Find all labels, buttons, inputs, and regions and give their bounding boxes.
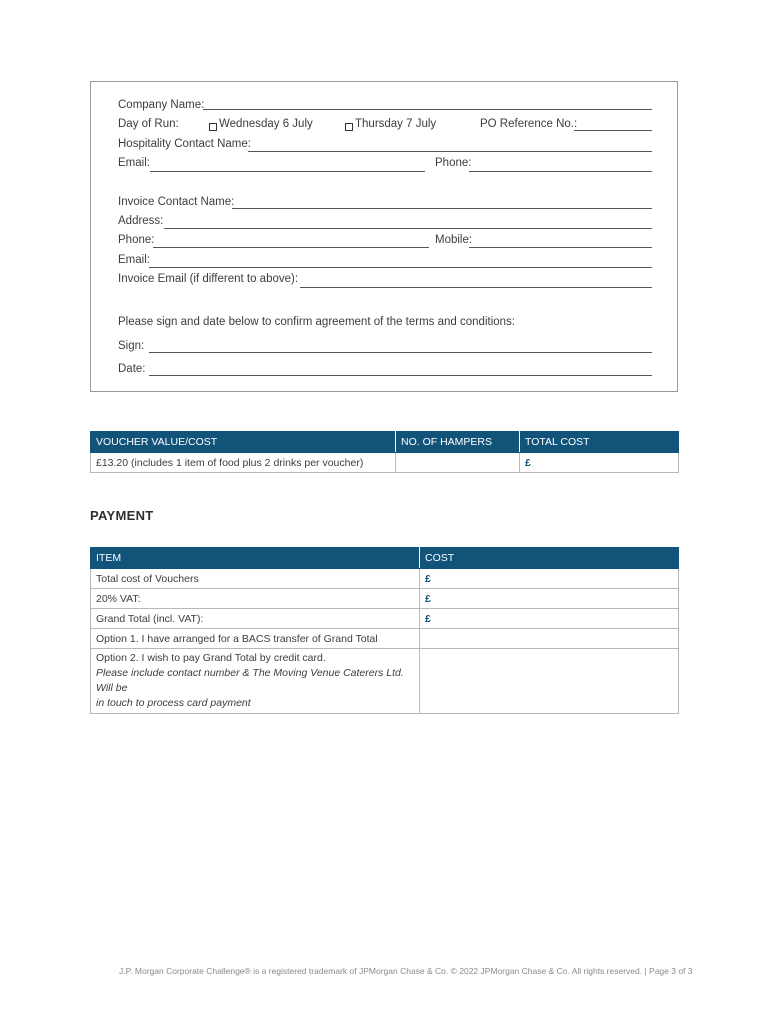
hospitality-contact-field[interactable] [248, 151, 652, 152]
email2-label: Email: [118, 254, 150, 266]
phone2-label: Phone: [118, 234, 155, 246]
item-cell: Option 1. I have arranged for a BACS transfer of Grand Total [91, 629, 420, 649]
company-name-label: Company Name: [118, 99, 205, 111]
page-footer: J.P. Morgan Corporate Challenge® is a registered trademark of JPMorgan Chase & Co. © 2022 JPMorgan Chase & Co. All rights reserved. | Page 3 of 3 [119, 966, 693, 976]
sign-prompt: Please sign and date below to confirm agreement of the terms and conditions: [118, 316, 515, 328]
wednesday-checkbox[interactable] [209, 123, 217, 131]
address-label: Address: [118, 215, 164, 227]
payment-header-row [91, 548, 679, 569]
day-of-run-label: Day of Run: [118, 118, 179, 130]
option2-line1: Option 2. I wish to pay Grand Total by credit card. [96, 652, 326, 664]
date-field[interactable] [149, 375, 652, 376]
email2-field[interactable] [149, 267, 652, 268]
item-cell: Total cost of Vouchers [91, 569, 420, 589]
email-field[interactable] [150, 171, 425, 172]
sign-field[interactable] [149, 352, 652, 353]
item-cell: 20% VAT: [91, 589, 420, 609]
option2-line2: Please include contact number & The Moving Venue Caterers Ltd. Will be [96, 667, 404, 694]
table-row [91, 609, 679, 629]
hampers-cell[interactable] [396, 453, 520, 473]
phone-label: Phone: [435, 157, 472, 169]
table-row [91, 629, 679, 649]
mobile-field[interactable] [469, 247, 652, 248]
cost-cell[interactable]: £ [420, 589, 679, 609]
cost-header: COST [420, 548, 679, 569]
option2-cell [91, 649, 420, 714]
hospitality-contact-label: Hospitality Contact Name: [118, 138, 251, 150]
cost-cell[interactable] [420, 649, 679, 714]
cost-cell[interactable]: £ [420, 609, 679, 629]
sign-label: Sign: [118, 340, 145, 352]
mobile-label: Mobile: [435, 234, 473, 246]
total-cost-cell[interactable]: £ [520, 453, 679, 473]
invoice-contact-label: Invoice Contact Name: [118, 196, 235, 208]
thursday-label: Thursday 7 July [355, 118, 437, 130]
voucher-row [91, 453, 679, 473]
cost-cell[interactable]: £ [420, 569, 679, 589]
voucher-header-row [91, 432, 679, 453]
payment-table [90, 547, 679, 714]
option2-line3: in touch to process card payment [96, 697, 251, 709]
email-label: Email: [118, 157, 150, 169]
item-cell: Grand Total (incl. VAT): [91, 609, 420, 629]
thursday-checkbox[interactable] [345, 123, 353, 131]
address-field[interactable] [164, 228, 652, 229]
invoice-email-label: Invoice Email (if different to above): [118, 273, 299, 285]
total-cost-header: TOTAL COST [520, 432, 679, 453]
voucher-value-cell: £13.20 (includes 1 item of food plus 2 drinks per voucher) [91, 453, 396, 473]
date-label: Date: [118, 363, 146, 375]
invoice-email-field[interactable] [300, 287, 652, 288]
wednesday-label: Wednesday 6 July [219, 118, 313, 130]
phone2-field[interactable] [153, 247, 429, 248]
cost-cell[interactable] [420, 629, 679, 649]
voucher-table [90, 431, 679, 473]
table-row [91, 649, 679, 714]
po-reference-label: PO Reference No.: [480, 118, 578, 130]
phone-field[interactable] [469, 171, 652, 172]
payment-heading: PAYMENT [90, 508, 154, 523]
item-header: ITEM [91, 548, 420, 569]
table-row [91, 589, 679, 609]
company-name-field[interactable] [203, 109, 652, 110]
hampers-header: NO. OF HAMPERS [396, 432, 520, 453]
invoice-contact-field[interactable] [232, 208, 652, 209]
voucher-value-header: VOUCHER VALUE/COST [91, 432, 396, 453]
po-reference-field[interactable] [574, 130, 652, 131]
table-row [91, 569, 679, 589]
